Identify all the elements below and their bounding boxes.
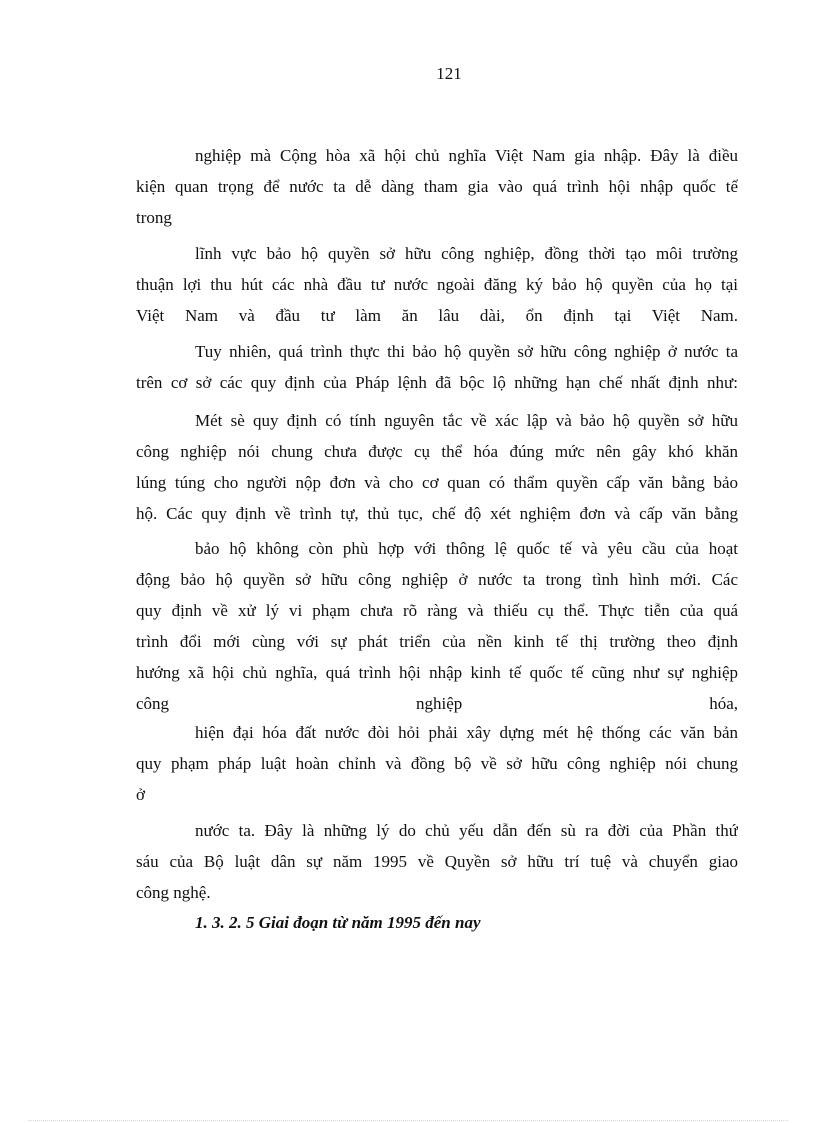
text-line: lúng túng cho người nộp đơn và cho cơ quan có thẩm quyền cấp văn bằng bảo — [136, 473, 738, 492]
text-line: thuận lợi thu hút các nhà đầu tư nước ngoài đăng ký bảo hộ quyền của họ tại — [136, 275, 738, 294]
text-line: công nghệ. — [136, 883, 211, 902]
text-line: hiện đại hóa đất nước đòi hỏi phải xây dựng mét hệ thống các văn bản — [195, 723, 738, 742]
text-line: Việt Nam và đầu tư làm ăn lâu dài, ổn định tại Việt Nam. — [136, 306, 738, 325]
text-line: lĩnh vực bảo hộ quyền sở hữu công nghiệp, đồng thời tạo môi trường — [195, 244, 738, 263]
text-line: Tuy nhiên, quá trình thực thi bảo hộ quyền sở hữu công nghiệp ở nước ta — [195, 342, 738, 361]
paragraph — [136, 533, 738, 719]
text-line: nước ta. Đây là những lý do chủ yếu dẫn đến sù ra đời của Phần thứ — [195, 821, 738, 840]
text-line: động bảo hộ quyền sở hữu công nghiệp ở nước ta trong tình hình mới. Các — [136, 570, 738, 589]
text-line: trên cơ sở các quy định của Pháp lệnh đã bộc lộ những hạn chế nhất định như: — [136, 373, 738, 392]
text-line: Mét sè quy định có tính nguyên tắc về xác lập và bảo hộ quyền sở hữu — [195, 411, 738, 430]
section-heading: 1. 3. 2. 5 Giai đoạn từ năm 1995 đến nay — [195, 913, 481, 932]
paragraph — [136, 405, 738, 529]
text-line: công nghiệp nói chung chưa được cụ thể hóa đúng mức nên gây khó khăn — [136, 442, 738, 461]
text-line: quy định về xử lý vi phạm chưa rõ ràng và thiếu cụ thể. Thực tiễn của quá — [136, 601, 738, 620]
text-line: hộ. Các quy định về trình tự, thủ tục, chế độ xét nghiệm đơn và cấp văn bằng — [136, 504, 738, 523]
text-line: trong — [136, 208, 172, 227]
paragraph — [136, 238, 738, 331]
paragraph — [136, 336, 738, 398]
text-line: kiện quan trọng để nước ta dễ dàng tham gia vào quá trình hội nhập quốc tế — [136, 177, 738, 196]
text-line: hướng xã hội chủ nghĩa, quá trình hội nhập kinh tế quốc tế cũng như sự nghiệp — [136, 663, 738, 682]
text-line: trình đổi mới cùng với sự phát triển của nền kinh tế thị trường theo định — [136, 632, 738, 651]
page-number: 121 — [436, 64, 462, 83]
text-line: ở — [136, 785, 145, 804]
paragraph — [136, 815, 738, 908]
text-line: công nghiệp hóa, — [136, 694, 738, 713]
footer-divider — [28, 1120, 788, 1121]
text-line: bảo hộ không còn phù hợp với thông lệ quốc tế và yêu cầu của hoạt — [195, 539, 738, 558]
text-line: quy phạm pháp luật hoàn chỉnh và đồng bộ về sở hữu công nghiệp nói chung — [136, 754, 738, 773]
text-line: sáu của Bộ luật dân sự năm 1995 về Quyền sở hữu trí tuệ và chuyển giao — [136, 852, 738, 871]
paragraph — [136, 717, 738, 810]
text-line: nghiệp mà Cộng hòa xã hội chủ nghĩa Việt Nam gia nhập. Đây là điều — [195, 146, 738, 165]
paragraph — [136, 140, 738, 233]
